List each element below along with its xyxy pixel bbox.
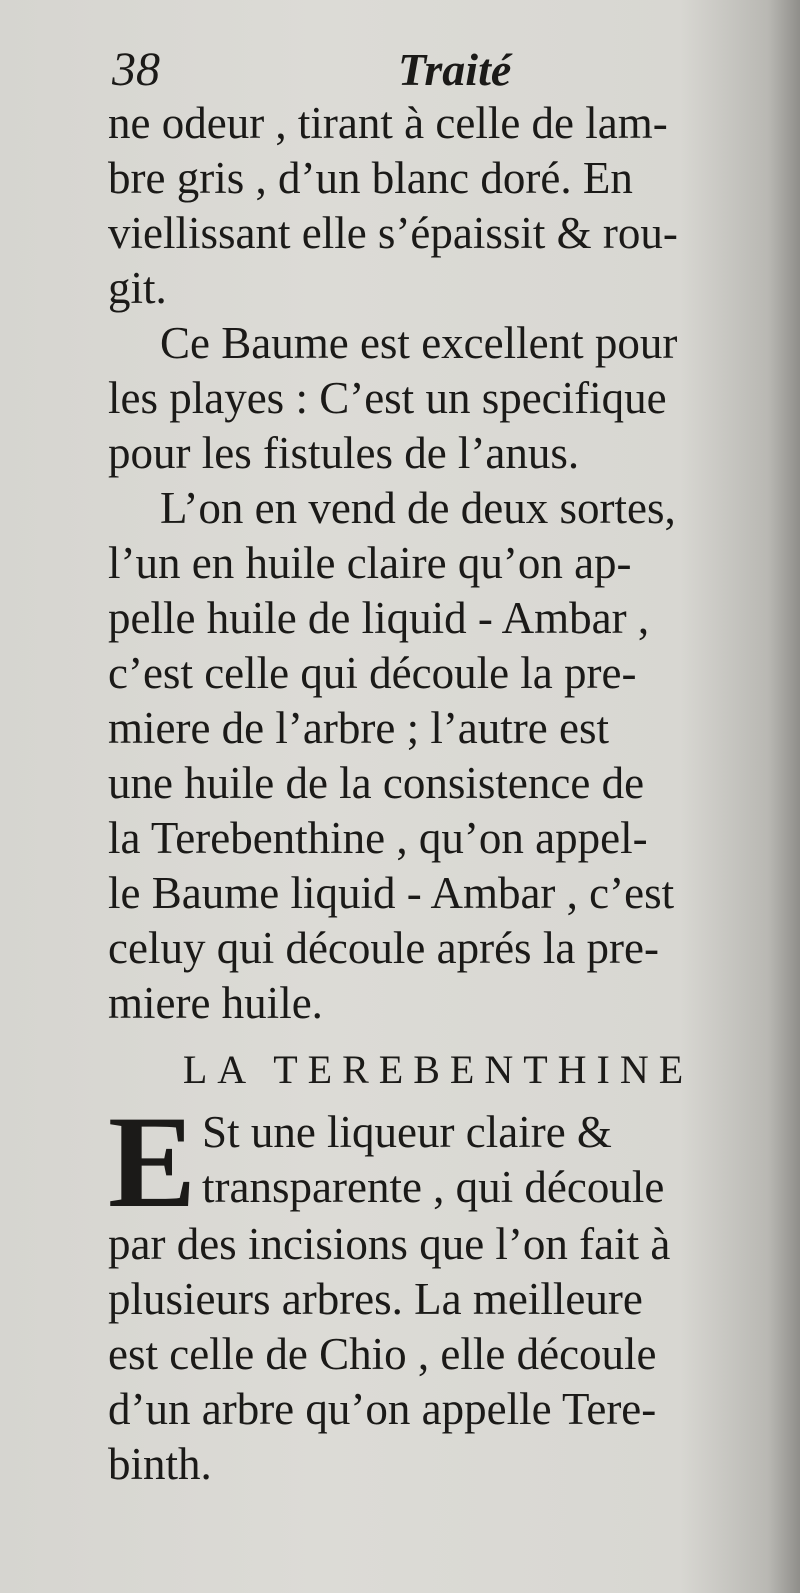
text-line: la Terebenthine , qu’on appel- (108, 813, 648, 863)
text-line: St une liqueur claire & (202, 1107, 612, 1157)
main-text (108, 96, 768, 1031)
section-text (108, 1088, 768, 1492)
text-line: transparente , qui découle (202, 1162, 665, 1212)
text-line: l’un en huile claire qu’on ap- (108, 538, 632, 588)
text-line: ne odeur , tirant à celle de lam- (108, 98, 668, 148)
page-number: 38 (112, 43, 160, 96)
text-line: est celle de Chio , elle découle (108, 1329, 657, 1379)
text-line: Ce Baume est excellent pour (160, 318, 678, 368)
text-line: pelle huile de liquid - Ambar , (108, 593, 650, 643)
text-line: miere de l’arbre ; l’autre est (108, 703, 609, 753)
text-line: L’on en vend de deux sortes, (160, 483, 676, 533)
text-line: c’est celle qui découle la pre- (108, 648, 637, 698)
text-line: par des incisions que l’on fait à (108, 1219, 671, 1269)
text-line: pour les fistules de l’anus. (108, 428, 580, 478)
text-line: binth. (108, 1439, 212, 1489)
text-line: bre gris , d’un blanc doré. En (108, 153, 633, 203)
text-line: les playes : C’est un specifique (108, 373, 667, 423)
paragraph (108, 316, 768, 481)
text-line: miere huile. (108, 978, 323, 1028)
drop-cap: E (108, 1088, 197, 1235)
text-line: viellissant elle s’épaissit & rou- (108, 208, 678, 258)
running-title: Traité (398, 44, 512, 95)
text-line: une huile de la consistence de (108, 758, 645, 808)
text-line: git. (108, 263, 167, 313)
section-heading: LA TEREBENTHINE (182, 1047, 694, 1092)
text-line: plusieurs arbres. La meilleure (108, 1274, 643, 1324)
text-line: le Baume liquid - Ambar , c’est (108, 868, 675, 918)
text-line: celuy qui découle aprés la pre- (108, 923, 659, 973)
paragraph (108, 96, 768, 316)
page-header (108, 40, 768, 100)
paragraph (108, 481, 768, 1031)
text-line: d’un arbre qu’on appelle Tere- (108, 1384, 657, 1434)
